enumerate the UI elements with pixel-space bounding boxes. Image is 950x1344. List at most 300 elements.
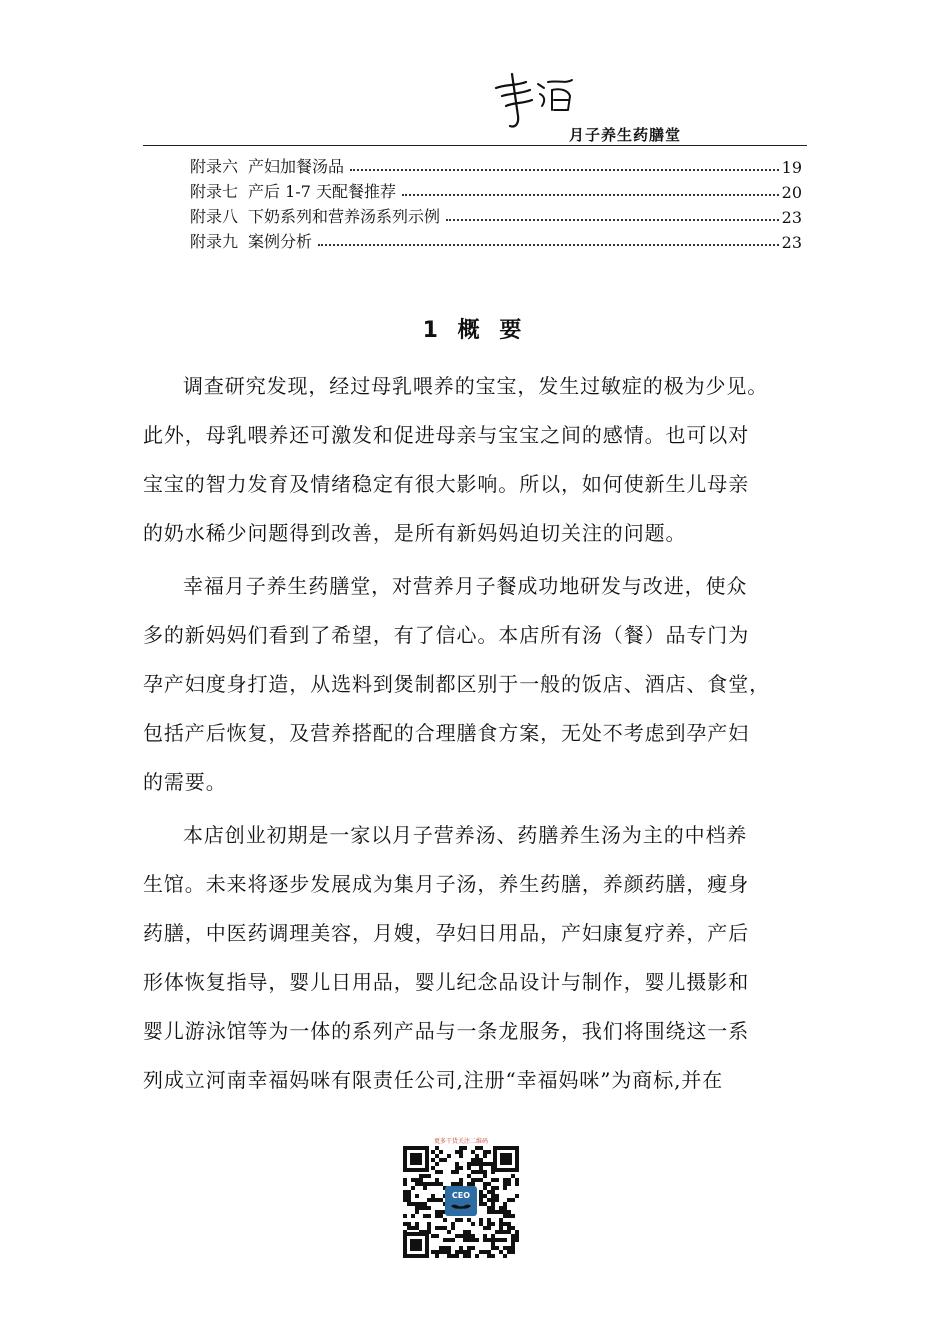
qr-module	[439, 1226, 443, 1230]
qr-module	[439, 1170, 443, 1174]
qr-module	[415, 1226, 419, 1230]
paragraph-line: 孕产妇度身打造，从选料到煲制都区别于一般的饭店、酒店、食堂，	[143, 672, 770, 696]
qr-module	[475, 1170, 479, 1174]
toc-item-number: 附录六	[190, 157, 239, 176]
qr-module	[479, 1190, 483, 1194]
qr-module	[459, 1150, 463, 1154]
qr-module	[431, 1150, 435, 1154]
qr-module	[491, 1194, 495, 1198]
paragraph-line: 包括产后恢复，及营养搭配的合理膳食方案，无处不考虑到孕产妇	[143, 721, 750, 745]
qr-module	[479, 1146, 483, 1150]
qr-module	[487, 1250, 491, 1254]
qr-module	[459, 1234, 463, 1238]
qr-module	[483, 1234, 487, 1238]
qr-module	[511, 1214, 515, 1218]
qr-module	[503, 1206, 507, 1210]
qr-module	[471, 1150, 475, 1154]
qr-module	[415, 1222, 419, 1226]
qr-module	[407, 1190, 411, 1194]
qr-module	[427, 1222, 431, 1226]
qr-module	[411, 1202, 415, 1206]
qr-module	[483, 1202, 487, 1206]
qr-module	[455, 1250, 459, 1254]
qr-module	[443, 1226, 447, 1230]
toc-item-title: 案例分析	[248, 232, 313, 251]
qr-module	[443, 1158, 447, 1162]
qr-module	[499, 1250, 503, 1254]
qr-module	[403, 1178, 407, 1182]
qr-module	[471, 1222, 475, 1226]
qr-module	[455, 1234, 459, 1238]
qr-module	[467, 1230, 471, 1234]
qr-module	[487, 1226, 491, 1230]
section-heading	[0, 313, 950, 344]
qr-module	[471, 1178, 475, 1182]
qr-module	[467, 1254, 471, 1258]
qr-module	[499, 1206, 503, 1210]
qr-module	[483, 1194, 487, 1198]
paragraph-line: 宝宝的智力发育及情绪稳定有很大影响。所以，如何使新生儿母亲	[143, 472, 750, 496]
qr-module	[439, 1246, 443, 1250]
qr-module	[467, 1218, 471, 1222]
qr-module	[447, 1246, 451, 1250]
qr-module	[439, 1198, 443, 1202]
qr-module	[451, 1226, 455, 1230]
qr-module	[459, 1218, 463, 1222]
qr-module	[443, 1246, 447, 1250]
toc-item-number: 附录七	[190, 182, 239, 201]
qr-module	[459, 1250, 463, 1254]
qr-module	[427, 1198, 431, 1202]
paragraph-line: 本店创业初期是一家以月子营养汤、药膳养生汤为主的中档养	[183, 823, 748, 847]
qr-module	[403, 1222, 407, 1226]
qr-module	[487, 1162, 491, 1166]
qr-module	[471, 1158, 475, 1162]
qr-module	[515, 1230, 519, 1234]
qr-module	[511, 1246, 515, 1250]
qr-module	[507, 1182, 511, 1186]
qr-module	[515, 1182, 519, 1186]
qr-module	[419, 1178, 423, 1182]
qr-module	[507, 1198, 511, 1202]
qr-module	[415, 1206, 419, 1210]
qr-module	[439, 1210, 443, 1214]
qr-module	[475, 1158, 479, 1162]
qr-module	[435, 1198, 439, 1202]
qr-module	[487, 1190, 491, 1194]
qr-module	[403, 1214, 407, 1218]
paragraph	[143, 811, 815, 1105]
qr-module	[495, 1230, 499, 1234]
qr-module	[459, 1246, 463, 1250]
qr-module	[435, 1170, 439, 1174]
qr-module	[487, 1150, 491, 1154]
qr-module	[503, 1210, 507, 1214]
qr-module	[475, 1254, 479, 1258]
qr-module	[499, 1230, 503, 1234]
qr-module	[491, 1210, 495, 1214]
toc-item-number: 附录八	[190, 207, 239, 226]
qr-module	[407, 1198, 411, 1202]
qr-module	[511, 1242, 515, 1246]
toc-item-page: 23	[781, 233, 802, 252]
qr-module	[487, 1206, 491, 1210]
qr-module	[431, 1194, 435, 1198]
toc-item-page: 23	[781, 208, 802, 227]
qr-module	[479, 1166, 483, 1170]
toc-item[interactable]	[190, 177, 802, 202]
qr-module	[427, 1182, 431, 1186]
qr-code[interactable]	[401, 1136, 521, 1260]
qr-module	[483, 1226, 487, 1230]
qr-module	[499, 1210, 503, 1214]
qr-module	[503, 1178, 507, 1182]
qr-module	[475, 1162, 479, 1166]
qr-module	[479, 1158, 483, 1162]
qr-module	[439, 1158, 443, 1162]
qr-module	[507, 1230, 511, 1234]
qr-module	[515, 1238, 519, 1242]
qr-module	[407, 1202, 411, 1206]
qr-module	[411, 1178, 415, 1182]
paragraph-line: 此外，母乳喂养还可激发和促进母亲与宝宝之间的感情。也可以对	[143, 423, 750, 447]
qr-module	[491, 1242, 495, 1246]
qr-center-logo	[445, 1186, 477, 1216]
qr-module	[507, 1178, 511, 1182]
qr-module	[503, 1222, 507, 1226]
qr-module	[455, 1182, 459, 1186]
qr-module	[467, 1166, 471, 1170]
qr-module	[419, 1206, 423, 1210]
qr-module	[423, 1182, 427, 1186]
qr-module	[423, 1206, 427, 1210]
qr-module	[507, 1222, 511, 1226]
toc-item[interactable]	[190, 202, 802, 227]
qr-module	[403, 1182, 407, 1186]
toc-item[interactable]	[190, 227, 802, 252]
header-subtitle: 月子养生药膳堂	[569, 126, 682, 144]
qr-module	[411, 1186, 415, 1190]
qr-module	[439, 1214, 443, 1218]
paragraph-line: 的需要。	[143, 770, 227, 794]
toc-item-page: 20	[781, 183, 802, 202]
toc-item-page: 19	[781, 158, 802, 177]
qr-module	[495, 1186, 499, 1190]
qr-module	[459, 1146, 463, 1150]
qr-module	[491, 1254, 495, 1258]
qr-module	[447, 1230, 451, 1234]
qr-module	[483, 1250, 487, 1254]
qr-module	[435, 1182, 439, 1186]
qr-module	[487, 1254, 491, 1258]
qr-module	[439, 1250, 443, 1254]
qr-module	[419, 1202, 423, 1206]
toc-leader-dots	[318, 244, 779, 246]
qr-module	[483, 1186, 487, 1190]
qr-module	[431, 1234, 435, 1238]
qr-module	[455, 1166, 459, 1170]
qr-module	[455, 1254, 459, 1258]
paragraph	[143, 562, 815, 807]
qr-module	[423, 1174, 427, 1178]
qr-module	[511, 1234, 515, 1238]
qr-module	[479, 1202, 483, 1206]
qr-module	[507, 1250, 511, 1254]
qr-module	[435, 1162, 439, 1166]
paragraph-line: 婴儿游泳馆等为一体的系列产品与一条龙服务，我们将围绕这一系	[143, 1019, 750, 1043]
qr-module	[515, 1178, 519, 1182]
toc-item-title: 下奶系列和营养汤系列示例	[248, 207, 441, 226]
qr-module	[487, 1218, 491, 1222]
qr-module	[491, 1222, 495, 1226]
qr-module	[511, 1226, 515, 1230]
qr-module	[443, 1250, 447, 1254]
paragraph-line: 列成立河南幸福妈咪有限责任公司,注册“幸福妈咪”为商标,并在	[143, 1068, 724, 1092]
qr-module	[427, 1206, 431, 1210]
qr-module	[451, 1182, 455, 1186]
qr-module	[503, 1202, 507, 1206]
qr-module	[407, 1222, 411, 1226]
qr-module	[511, 1250, 515, 1254]
qr-module	[475, 1154, 479, 1158]
qr-module	[479, 1194, 483, 1198]
qr-module	[463, 1250, 467, 1254]
qr-module	[495, 1194, 499, 1198]
qr-module	[435, 1146, 439, 1150]
qr-module	[479, 1250, 483, 1254]
qr-module	[447, 1238, 451, 1242]
paragraph-line: 多的新妈妈们看到了希望，有了信心。本店所有汤（餐）品专门为	[143, 623, 750, 647]
qr-module	[443, 1218, 447, 1222]
qr-module	[467, 1246, 471, 1250]
qr-module	[503, 1186, 507, 1190]
qr-module	[451, 1254, 455, 1258]
paragraph-line: 的奶水稀少问题得到改善，是所有新妈妈迫切关注的问题。	[143, 521, 687, 545]
toc-item-title: 产妇加餐汤品	[248, 157, 345, 176]
qr-module	[427, 1214, 431, 1218]
qr-module	[419, 1182, 423, 1186]
qr-module	[471, 1170, 475, 1174]
qr-module	[483, 1150, 487, 1154]
qr-module	[499, 1238, 503, 1242]
qr-module	[479, 1222, 483, 1226]
qr-module	[479, 1218, 483, 1222]
qr-module	[455, 1218, 459, 1222]
toc-leader-dots	[446, 219, 779, 221]
qr-module	[475, 1146, 479, 1150]
qr-module	[511, 1174, 515, 1178]
table-of-contents	[190, 152, 802, 252]
qr-module	[507, 1214, 511, 1218]
qr-module	[487, 1222, 491, 1226]
qr-module	[455, 1170, 459, 1174]
qr-module	[459, 1166, 463, 1170]
qr-module	[403, 1190, 407, 1194]
paragraph-line: 药膳，中医药调理美容，月嫂，孕妇日用品，产妇康复疗养，产后	[143, 921, 750, 945]
qr-finder-bottom-left	[403, 1232, 429, 1258]
qr-module	[455, 1162, 459, 1166]
qr-module	[439, 1182, 443, 1186]
qr-module	[495, 1198, 499, 1202]
qr-module	[479, 1198, 483, 1202]
toc-leader-dots	[402, 194, 779, 196]
qr-module	[511, 1238, 515, 1242]
qr-module	[511, 1198, 515, 1202]
qr-module	[487, 1182, 491, 1186]
qr-module	[435, 1226, 439, 1230]
qr-module	[483, 1182, 487, 1186]
qr-module	[415, 1194, 419, 1198]
qr-module	[423, 1202, 427, 1206]
qr-module	[431, 1250, 435, 1254]
qr-module	[415, 1182, 419, 1186]
qr-module	[459, 1182, 463, 1186]
paragraph-line: 幸福月子养生药膳堂，对营养月子餐成功地研发与改进，使众	[183, 574, 748, 598]
qr-module	[415, 1210, 419, 1214]
qr-module	[515, 1234, 519, 1238]
qr-module	[435, 1214, 439, 1218]
qr-module	[427, 1226, 431, 1230]
qr-module	[467, 1162, 471, 1166]
qr-module	[495, 1246, 499, 1250]
qr-module	[491, 1238, 495, 1242]
toc-leader-dots	[350, 169, 779, 171]
qr-module	[499, 1226, 503, 1230]
qr-module	[475, 1238, 479, 1242]
qr-module	[503, 1254, 507, 1258]
qr-module	[403, 1198, 407, 1202]
qr-module	[491, 1178, 495, 1182]
qr-module	[463, 1254, 467, 1258]
qr-module	[507, 1246, 511, 1250]
qr-module	[487, 1210, 491, 1214]
qr-module	[435, 1250, 439, 1254]
qr-module	[471, 1238, 475, 1242]
paragraph-line: 形体恢复指导，婴儿日用品，婴儿纪念品设计与制作，婴儿摄影和	[143, 970, 750, 994]
qr-module	[451, 1170, 455, 1174]
qr-module	[431, 1198, 435, 1202]
qr-module	[487, 1198, 491, 1202]
qr-module	[491, 1234, 495, 1238]
qr-module	[463, 1146, 467, 1150]
toc-item-title: 产后 1-7 天配餐推荐	[248, 182, 396, 201]
qr-module	[483, 1170, 487, 1174]
qr-module	[471, 1162, 475, 1166]
qr-module	[435, 1178, 439, 1182]
qr-module	[431, 1158, 435, 1162]
qr-module	[407, 1194, 411, 1198]
qr-module	[507, 1210, 511, 1214]
qr-module	[435, 1210, 439, 1214]
qr-module	[515, 1194, 519, 1198]
qr-module	[503, 1246, 507, 1250]
qr-module	[431, 1182, 435, 1186]
qr-module	[435, 1234, 439, 1238]
qr-module	[419, 1174, 423, 1178]
qr-module	[491, 1202, 495, 1206]
qr-center-label: CEO	[451, 1191, 471, 1200]
qr-module	[435, 1254, 439, 1258]
brand-logo	[488, 66, 580, 132]
qr-module	[483, 1238, 487, 1242]
qr-module	[479, 1178, 483, 1182]
qr-module	[499, 1222, 503, 1226]
qr-module	[471, 1234, 475, 1238]
qr-module	[411, 1214, 415, 1218]
qr-module	[423, 1214, 427, 1218]
qr-module	[415, 1202, 419, 1206]
qr-module	[427, 1174, 431, 1178]
paragraph-line: 调查研究发现，经过母乳喂养的宝宝，发生过敏症的极为少见。	[183, 374, 769, 398]
qr-module	[471, 1182, 475, 1186]
qr-module	[499, 1218, 503, 1222]
qr-module	[435, 1154, 439, 1158]
qr-module	[483, 1174, 487, 1178]
toc-item-number: 附录九	[190, 232, 239, 251]
qr-module	[463, 1230, 467, 1234]
qr-module	[459, 1178, 463, 1182]
qr-module	[451, 1238, 455, 1242]
header-divider	[143, 145, 807, 146]
qr-module	[463, 1238, 467, 1242]
section-title-text: 概 要	[457, 318, 528, 343]
qr-module	[503, 1182, 507, 1186]
qr-module	[475, 1178, 479, 1182]
qr-module	[407, 1226, 411, 1230]
qr-module	[491, 1246, 495, 1250]
section-number: 1	[422, 318, 444, 343]
qr-finder-top-left	[403, 1146, 429, 1172]
qr-module	[479, 1162, 483, 1166]
qr-module	[471, 1246, 475, 1250]
qr-caption: 更多干货关注二维码	[433, 1138, 489, 1145]
qr-module	[415, 1178, 419, 1182]
qr-module	[479, 1170, 483, 1174]
qr-module	[491, 1206, 495, 1210]
qr-module	[467, 1174, 471, 1178]
paragraph-line: 生馆。未来将逐步发展成为集月子汤，养生药膳，养颜药膳，瘦身	[143, 872, 750, 896]
qr-module	[503, 1238, 507, 1242]
qr-module	[487, 1238, 491, 1242]
qr-module	[451, 1222, 455, 1226]
paragraph	[143, 362, 815, 558]
qr-module	[467, 1234, 471, 1238]
qr-module	[447, 1250, 451, 1254]
qr-module	[403, 1194, 407, 1198]
qr-module	[459, 1154, 463, 1158]
qr-module	[483, 1162, 487, 1166]
qr-module	[483, 1154, 487, 1158]
qr-module	[503, 1214, 507, 1218]
qr-module	[411, 1226, 415, 1230]
qr-module	[463, 1234, 467, 1238]
toc-item[interactable]	[190, 152, 802, 177]
body-text	[143, 362, 815, 1109]
qr-module	[507, 1226, 511, 1230]
qr-module	[495, 1210, 499, 1214]
qr-module	[467, 1238, 471, 1242]
qr-module	[467, 1250, 471, 1254]
qr-module	[495, 1238, 499, 1242]
qr-module	[503, 1230, 507, 1234]
qr-finder-top-right	[493, 1146, 519, 1172]
qr-module	[447, 1154, 451, 1158]
qr-module	[491, 1186, 495, 1190]
qr-module	[491, 1190, 495, 1194]
qr-module	[447, 1254, 451, 1258]
qr-module	[443, 1238, 447, 1242]
qr-module	[491, 1198, 495, 1202]
